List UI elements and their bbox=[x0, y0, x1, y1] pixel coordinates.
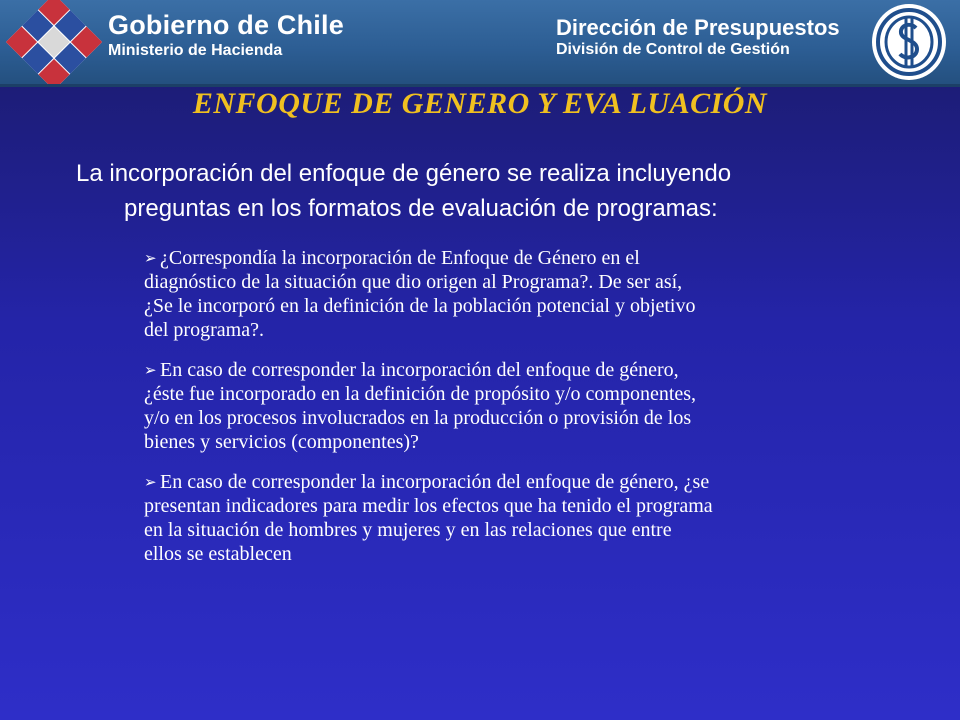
intro-line-2: preguntas en los formatos de evaluación de programas: bbox=[124, 195, 718, 222]
ministry-name: Ministerio de Hacienda bbox=[108, 42, 283, 59]
arrow-bullet-icon: ➢ bbox=[144, 473, 157, 491]
bullet-line: ➢ En caso de corresponder la incorporación del enfoque de género, bbox=[144, 359, 679, 381]
bullet-line: diagnóstico de la situación que dio origen al Programa?. De ser así, bbox=[144, 271, 683, 293]
bullet-item bbox=[144, 470, 906, 566]
header-right-block bbox=[556, 16, 840, 60]
bullet-line: bienes y servicios (componentes)? bbox=[144, 431, 419, 453]
arrow-bullet-icon: ➢ bbox=[144, 249, 157, 267]
bullet-line: ¿éste fue incorporado en la definición de propósito y/o componentes, bbox=[144, 383, 697, 405]
bullet-item bbox=[144, 246, 906, 342]
chile-government-logo-icon bbox=[2, 0, 102, 84]
intro-paragraph bbox=[76, 156, 896, 226]
slide-title: ENFOQUE DE GENERO Y EVA LUACIÓN bbox=[192, 87, 768, 120]
bullet-line: ellos se establecen bbox=[144, 543, 292, 565]
division-name: División de Control de Gestión bbox=[556, 41, 790, 58]
bullet-line: presentan indicadores para medir los efectos que ha tenido el programa bbox=[144, 495, 713, 517]
header-bar bbox=[0, 0, 960, 87]
bullet-item bbox=[144, 358, 906, 454]
bullet-line: en la situación de hombres y mujeres y en las relaciones que entre bbox=[144, 519, 672, 541]
bullet-list bbox=[144, 246, 906, 582]
arrow-bullet-icon: ➢ bbox=[144, 361, 157, 379]
bullet-line: y/o en los procesos involucrados en la producción o provisión de los bbox=[144, 407, 692, 429]
bullet-line: ¿Se le incorporó en la definición de la población potencial y objetivo bbox=[144, 295, 696, 317]
bullet-line: del programa?. bbox=[144, 319, 264, 341]
government-name: Gobierno de Chile bbox=[108, 10, 344, 40]
dipres-seal-icon bbox=[870, 2, 948, 82]
bullet-line: ➢ En caso de corresponder la incorporación del enfoque de género, ¿se bbox=[144, 471, 710, 493]
header-left-block bbox=[108, 10, 344, 61]
directorate-name: Dirección de Presupuestos bbox=[556, 15, 840, 40]
bullet-line: ➢ ¿Correspondía la incorporación de Enfoque de Género en el bbox=[144, 247, 640, 269]
intro-line-1: La incorporación del enfoque de género se realiza incluyendo bbox=[76, 160, 732, 187]
